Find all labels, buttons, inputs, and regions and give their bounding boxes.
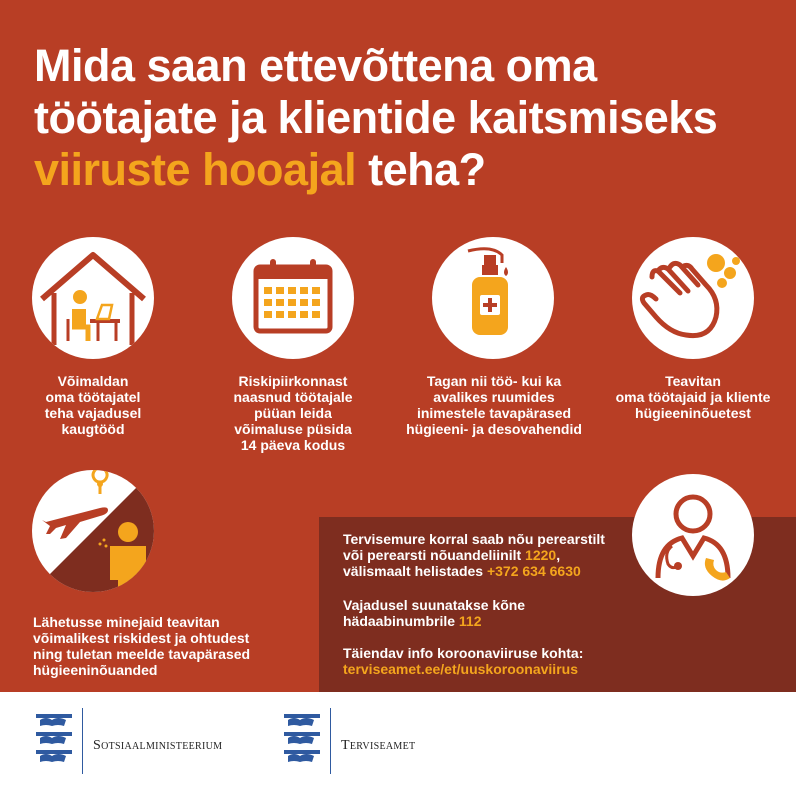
caption-line: Riskipiirkonnast [238,373,348,389]
phone-number-1220[interactable]: 1220 [525,547,557,563]
caption-line: Võimaldan [57,373,129,389]
caption-line: ning tuletan meelde tavapärased [33,646,251,662]
item-remote-work-caption [32,373,154,437]
caption-line: hügieeninõuanded [33,662,158,678]
info-line: Vajadusel suunatakse kõne [343,597,526,613]
phone-number-abroad[interactable]: +372 634 6630 [486,563,581,579]
caption-line: hügieeninõuetest [635,405,751,421]
title-line-3 [34,144,774,196]
caption-line: püüan leida [254,405,332,421]
caption-line: hügieeni- ja desovahendid [406,421,582,437]
info-line: Tervisemure korral saab nõu perearstilt [343,531,605,547]
estonian-coat-of-arms-logo [282,710,322,775]
item-quarantine-caption [212,373,374,453]
caption-line: Lähetusse minejaid teavitan [33,614,220,630]
info-line: Täiendav info koroonaviiruse kohta: [343,645,584,661]
caption-line: võimalikest riskidest ja ohtudest [33,630,250,646]
info-line [343,547,605,563]
title-highlight: viiruste hooajal [34,144,357,195]
title-rest: teha? [356,144,486,195]
org-name-terviseamet: Terviseamet [341,738,416,753]
doctor-phone-icon [632,474,754,596]
org-name-sotsiaalministeerium: Sotsiaalministeerium [93,738,223,753]
info-line [343,613,525,629]
footer-divider [330,708,331,774]
info-text: välismaalt helistades [343,563,487,579]
caption-line: inimestele tavapärased [416,405,572,421]
info-text: , [556,547,561,563]
info-paragraph-emergency [343,597,525,629]
caption-line: võimaluse püsida [234,421,352,437]
caption-line: oma töötajatel [45,389,141,405]
caption-line: avalikes ruumides [433,389,555,405]
item-hygiene-info-caption [600,373,786,421]
info-text: hädaabinumbrile [343,613,459,629]
info-line [343,563,605,579]
page-title [34,40,774,196]
item-sanitizer-caption [401,373,587,437]
caption-line: kaugtööd [61,421,125,437]
airplane-traveler-icon [32,470,154,592]
caption-line: oma töötajaid ja kliente [615,389,771,405]
caption-line: Tagan nii töö- kui ka [426,373,562,389]
caption-line: Teavitan [665,373,721,389]
title-line-1: Mida saan ettevõttena oma [34,40,597,91]
caption-line: naasnud töötajale [233,389,353,405]
terviseamet-link[interactable]: terviseamet.ee/et/uuskoroonaviirus [343,661,578,677]
caption-line: 14 päeva kodus [240,437,346,453]
house-remote-work-icon [32,237,154,359]
hand-sanitizer-icon [432,237,554,359]
hand-washing-icon [632,237,754,359]
info-paragraph-doctor [343,531,605,579]
calendar-icon [232,237,354,359]
travel-caption [33,614,293,678]
footer-divider [82,708,83,774]
estonian-coat-of-arms-logo [34,710,74,775]
phone-number-112[interactable]: 112 [458,613,482,629]
info-paragraph-more [343,645,583,677]
title-line-2: töötajate ja klientide kaitsmiseks [34,92,718,143]
caption-line: teha vajadusel [44,405,142,421]
info-text: või perearsti nõuandeliinilt [343,547,526,563]
